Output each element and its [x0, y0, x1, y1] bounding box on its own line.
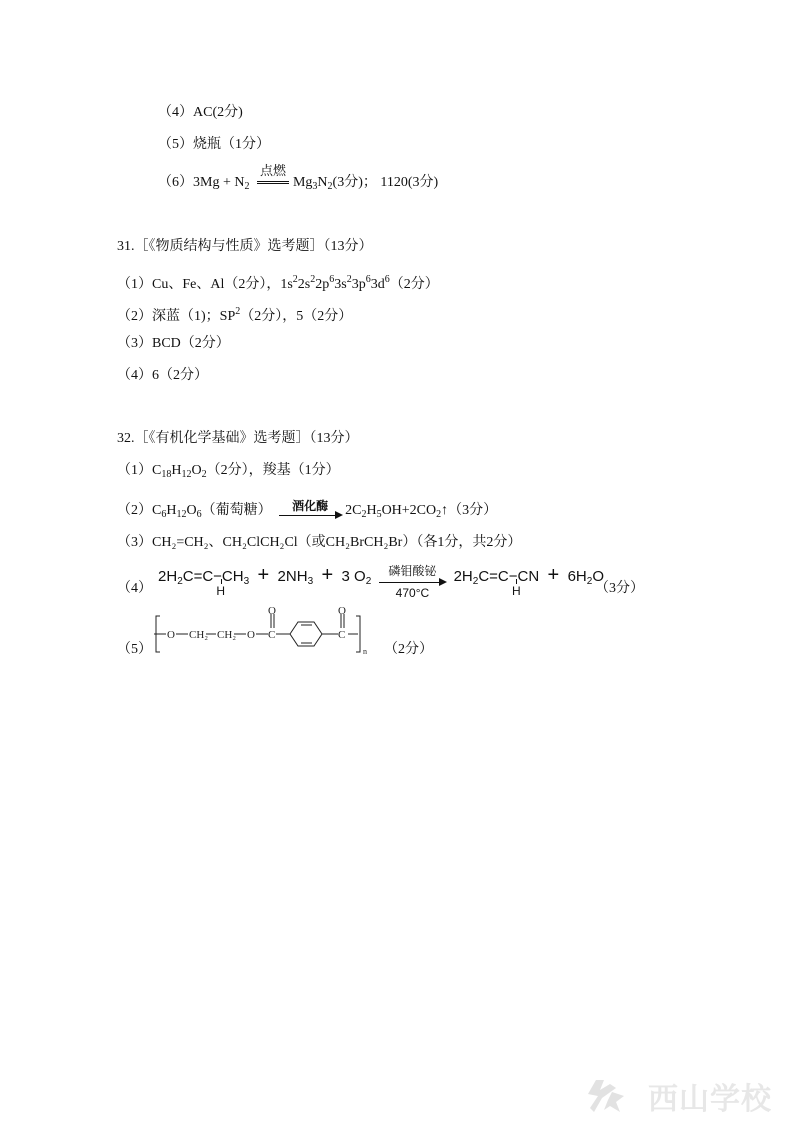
- q30-item6-sub: 2: [244, 181, 250, 192]
- q30-item6-n: N: [317, 175, 328, 190]
- polymer-n: n: [363, 647, 367, 656]
- plus-sign: +: [257, 564, 270, 586]
- q31-item2: [117, 303, 352, 326]
- sub: 12: [181, 469, 192, 480]
- propene-prefix: 2H: [158, 568, 178, 585]
- orbital: 2p: [315, 277, 330, 292]
- q32-item2-prefix: （2）C: [117, 503, 162, 518]
- gas-up-arrow-icon: ↑: [441, 503, 449, 518]
- acrylonitrile-chain: C=C−CN: [478, 568, 540, 585]
- sub: 6: [196, 509, 202, 520]
- sup: 2: [292, 274, 298, 285]
- carbonyl-o: O: [268, 606, 276, 617]
- sup: 2: [310, 274, 316, 285]
- h-atom: H: [216, 584, 226, 598]
- q31-item4: （4）6（2分）: [117, 368, 208, 383]
- enzyme-label: 酒化酶: [292, 499, 329, 513]
- ignition-equals-bar: [257, 181, 289, 184]
- sub: 6: [161, 509, 167, 520]
- propene-chain: C=C−CH: [182, 568, 244, 585]
- temperature-label: 470°C: [395, 586, 430, 600]
- q31-item1-suffix: （2分）: [389, 277, 439, 292]
- sub: 3: [243, 576, 250, 587]
- q31-item2-prefix: （2）深蓝（1)；SP: [117, 309, 236, 324]
- q31-item1-prefix: （1）Cu、Fe、Al（2分），1s: [117, 277, 293, 292]
- sub: 2: [177, 576, 183, 587]
- atom: H: [166, 503, 177, 518]
- sub: 5: [376, 509, 382, 520]
- atom: O: [186, 503, 197, 518]
- sub: 18: [161, 469, 172, 480]
- q31-item2-suffix: （2分），5（2分）: [240, 309, 353, 324]
- orbital: 3d: [370, 277, 385, 292]
- catalyst-label: 磷钼酸铋: [388, 564, 437, 578]
- c-atom: C: [338, 629, 346, 641]
- benzene-ring: [290, 622, 322, 646]
- sub: 3: [307, 576, 314, 587]
- sup: 2: [346, 274, 352, 285]
- product: 2C: [345, 503, 362, 518]
- q30-item5: （5）烧瓶（1分）: [158, 137, 270, 152]
- q30-item6-prefix: （6）3Mg + N: [158, 175, 245, 190]
- sub: 2: [472, 576, 479, 587]
- product-rest: OH+2CO: [381, 503, 437, 518]
- ignition-condition: [257, 163, 289, 192]
- q30-item6-product: Mg: [292, 175, 313, 190]
- ch2-group: CH₂: [217, 629, 237, 641]
- plus-sign: +: [547, 564, 560, 586]
- q30-item6: [158, 163, 439, 196]
- sub: 2: [586, 576, 593, 587]
- sub: 12: [176, 509, 187, 520]
- oxygen: O: [354, 568, 366, 585]
- sub: 2: [201, 469, 207, 480]
- ammonia: 2NH: [277, 568, 308, 585]
- q32-item1-prefix: （1）C: [117, 463, 162, 478]
- q30-item4: （4）AC(2分): [158, 105, 243, 120]
- q31-heading: 31.［《物质结构与性质》选考题］（13分）: [117, 239, 373, 254]
- q32-item5-score: （2分）: [384, 642, 433, 657]
- ch2-group: CH₂: [189, 629, 209, 641]
- sub: 2: [361, 509, 367, 520]
- sub: 2: [365, 576, 372, 587]
- atom: O: [191, 463, 202, 478]
- q32-item3: （3）CH₂=CH₂、CH₂ClCH₂Cl（或CH₂BrCH₂Br）（各1分，共2分）: [117, 535, 522, 550]
- catalyst-arrow: [379, 564, 445, 600]
- acrylonitrile-core: [478, 568, 540, 598]
- sup: 6: [384, 274, 390, 285]
- propene-core: [182, 568, 244, 598]
- reaction-arrow: [279, 499, 341, 516]
- sup: 6: [365, 274, 371, 285]
- q32-item4-equation: [158, 564, 604, 600]
- q31-item1: [117, 271, 439, 294]
- school-watermark: 西山学校: [648, 1082, 772, 1117]
- q32-item4-label: （4）: [117, 581, 152, 596]
- q32-item1: [117, 462, 340, 484]
- glucose-label: （葡萄糖）: [201, 503, 272, 518]
- c-atom: C: [268, 629, 276, 641]
- q32-item1-suffix: （2分），羧基（1分）: [206, 463, 340, 478]
- q30-item6-sub3: 3: [312, 181, 318, 192]
- atom: H: [366, 503, 377, 518]
- q32-item2: [117, 499, 498, 524]
- q32-item2-suffix: （3分）: [448, 503, 498, 518]
- ignition-label: 点燃: [259, 163, 286, 178]
- pet-polymer-structure: [152, 606, 382, 662]
- carbonyl-o: O: [338, 606, 346, 617]
- q30-item6-sub2b: 2: [327, 181, 333, 192]
- o-atom: O: [247, 629, 255, 641]
- orbital: 2s: [297, 277, 311, 292]
- sup: 2: [235, 306, 241, 317]
- sup: 6: [329, 274, 335, 285]
- q32-heading: 32.［《有机化学基础》选考题］（13分）: [117, 431, 359, 446]
- arrow-shaft: [379, 582, 445, 583]
- school-logo-icon: [586, 1078, 630, 1114]
- q30-item6-suffix: (3分)； 1120(3分): [332, 175, 439, 190]
- plus-sign: +: [321, 564, 334, 586]
- q31-item3: （3）BCD（2分）: [117, 336, 230, 351]
- h-atom: H: [512, 584, 521, 598]
- o-atom: O: [167, 629, 175, 641]
- q32-item4-score: （3分）: [595, 581, 644, 596]
- atom: H: [171, 463, 182, 478]
- q32-item5-label: （5）: [117, 642, 152, 657]
- water: 6H: [567, 568, 587, 585]
- arrow-shaft: [279, 515, 341, 516]
- orbital: 3p: [351, 277, 366, 292]
- acrylonitrile-prefix: 2H: [453, 568, 473, 585]
- water-o: O: [592, 568, 604, 585]
- oxygen-coef: 3: [341, 568, 350, 585]
- sub: 2: [436, 509, 442, 520]
- orbital: 3s: [334, 277, 347, 292]
